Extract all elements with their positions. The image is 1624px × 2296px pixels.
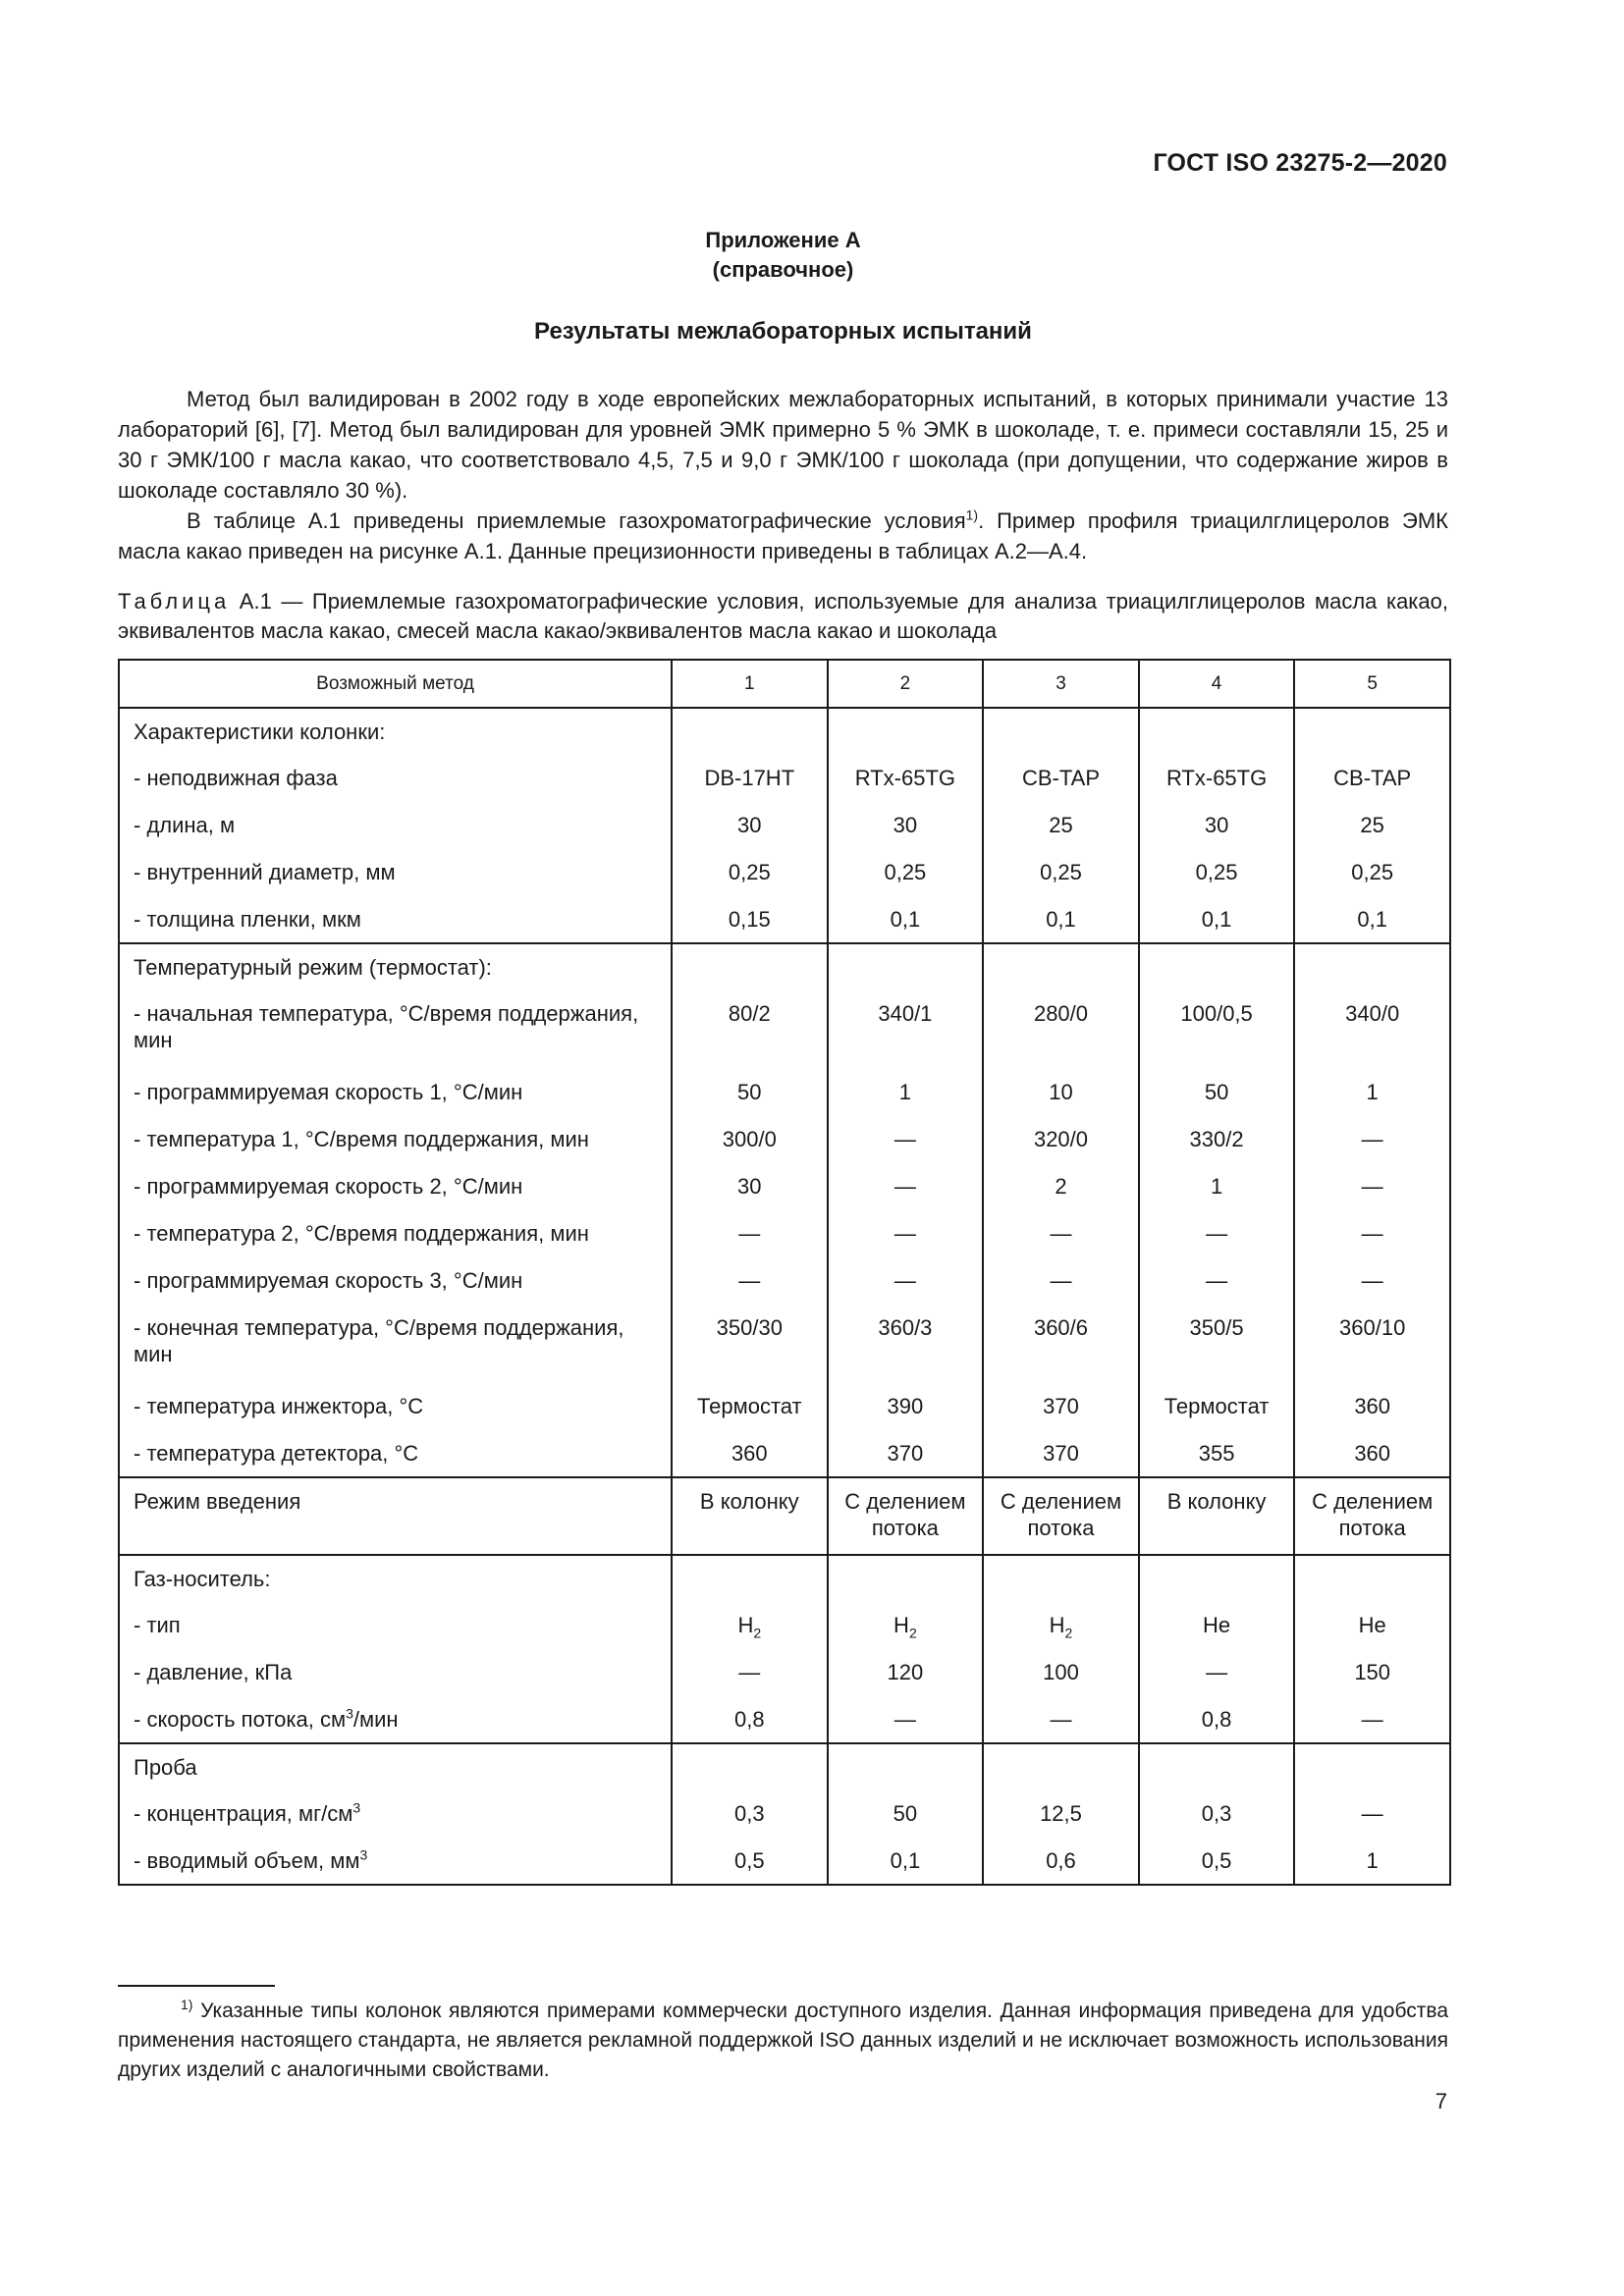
cell: 0,1 bbox=[1294, 896, 1450, 943]
cell: 340/0 bbox=[1294, 990, 1450, 1069]
row-label: Режим введения bbox=[119, 1477, 672, 1555]
row-label: - температура 1, °С/время поддержания, мин bbox=[119, 1116, 672, 1163]
cell: 30 bbox=[828, 802, 984, 849]
row-label: - неподвижная фаза bbox=[119, 755, 672, 802]
cell: CB-TAP bbox=[983, 755, 1139, 802]
table-row bbox=[119, 755, 1450, 802]
cell: 340/1 bbox=[828, 990, 984, 1069]
formula-h: H bbox=[893, 1613, 909, 1637]
cell: — bbox=[672, 1210, 828, 1257]
cell: 2 bbox=[983, 1163, 1139, 1210]
table-row bbox=[119, 896, 1450, 943]
cell: 0,25 bbox=[983, 849, 1139, 896]
cell: CB-TAP bbox=[1294, 755, 1450, 802]
header-cell: Возможный метод bbox=[119, 660, 672, 708]
cell: 0,1 bbox=[828, 896, 984, 943]
cell: — bbox=[983, 1696, 1139, 1743]
cell: — bbox=[1139, 1649, 1295, 1696]
annex-heading bbox=[118, 226, 1448, 285]
row-label: - внутренний диаметр, мм bbox=[119, 849, 672, 896]
cell bbox=[828, 1602, 984, 1649]
cell: 0,6 bbox=[983, 1838, 1139, 1885]
table-row bbox=[119, 1430, 1450, 1477]
table-row bbox=[119, 1163, 1450, 1210]
cell: — bbox=[828, 1257, 984, 1305]
cell: — bbox=[672, 1257, 828, 1305]
cell: — bbox=[1294, 1257, 1450, 1305]
header-cell: 4 bbox=[1139, 660, 1295, 708]
table-row bbox=[119, 1790, 1450, 1838]
cell: 100 bbox=[983, 1649, 1139, 1696]
page-number: 7 bbox=[1435, 2089, 1447, 2113]
intro-p2-text-cont: . Пример профиля триацилглицеролов ЭМК масла какао приведен на рисунке А.1. Данные прецизионности приведены в таблицах А.2—А.4. bbox=[118, 508, 1448, 563]
cell: 12,5 bbox=[983, 1790, 1139, 1838]
section-title: Результаты межлабораторных испытаний bbox=[534, 318, 1032, 345]
cell: 370 bbox=[983, 1430, 1139, 1477]
footnote-text: Указанные типы колонок являются примерами коммерчески доступного изделия. Данная информация приведена для удобства применения настоящего стандарта, не является рекламной поддержкой ISO данных изделий и не исключает возможность использования других изделий с аналогичными свойствами. bbox=[118, 2000, 1448, 2081]
cell: 0,3 bbox=[1139, 1790, 1295, 1838]
cell: — bbox=[1294, 1116, 1450, 1163]
row-label: - программируемая скорость 1, °С/мин bbox=[119, 1069, 672, 1116]
group-title: Температурный режим (термостат): bbox=[119, 943, 672, 990]
formula-h: H bbox=[1049, 1613, 1065, 1637]
cell: — bbox=[828, 1210, 984, 1257]
table-row bbox=[119, 1069, 1450, 1116]
cell: DB-17HT bbox=[672, 755, 828, 802]
cell: 360 bbox=[672, 1430, 828, 1477]
gc-conditions-table bbox=[118, 659, 1451, 1886]
formula-subscript: 2 bbox=[753, 1625, 762, 1641]
cell: 0,1 bbox=[828, 1838, 984, 1885]
cell: — bbox=[1139, 1257, 1295, 1305]
row-label: - программируемая скорость 3, °С/мин bbox=[119, 1257, 672, 1305]
intro-paragraph-2 bbox=[118, 506, 1448, 566]
cell: 30 bbox=[1139, 802, 1295, 849]
cell: С делением потока bbox=[983, 1477, 1139, 1555]
row-label: - начальная температура, °С/время поддержания, мин bbox=[119, 990, 672, 1069]
table-row bbox=[119, 1383, 1450, 1430]
cell: 120 bbox=[828, 1649, 984, 1696]
table-row bbox=[119, 708, 1450, 755]
row-label: - скорость потока, $см^3$/мин bbox=[119, 1696, 672, 1743]
row-label: - концентрация, $мг/см^3$ bbox=[119, 1790, 672, 1838]
table-row bbox=[119, 1555, 1450, 1602]
cell: 10 bbox=[983, 1069, 1139, 1116]
table-row bbox=[119, 1743, 1450, 1790]
cell: 0,25 bbox=[828, 849, 984, 896]
cell: 355 bbox=[1139, 1430, 1295, 1477]
cell: 50 bbox=[828, 1790, 984, 1838]
cell: 370 bbox=[828, 1430, 984, 1477]
header-cell: 3 bbox=[983, 660, 1139, 708]
header-cell: 5 bbox=[1294, 660, 1450, 708]
cell: 1 bbox=[1139, 1163, 1295, 1210]
document-code: ГОСТ ISO 23275-2—2020 bbox=[1153, 149, 1447, 177]
group-title: Газ-носитель: bbox=[119, 1555, 672, 1602]
formula-subscript: 2 bbox=[1064, 1625, 1073, 1641]
cell: 280/0 bbox=[983, 990, 1139, 1069]
row-label: - температура детектора, °С bbox=[119, 1430, 672, 1477]
cell: 300/0 bbox=[672, 1116, 828, 1163]
cell: 350/5 bbox=[1139, 1305, 1295, 1383]
table-row bbox=[119, 1602, 1450, 1649]
table-caption-label: Таблица bbox=[118, 589, 231, 614]
cell: Термостат bbox=[1139, 1383, 1295, 1430]
table-caption-text: А.1 — Приемлемые газохроматографические условия, используемые для анализа триацилглицеролов масла какао, эквивалентов масла какао, смесей масла какао/эквивалентов масла какао и шоколада bbox=[118, 589, 1448, 643]
cell: 100/0,5 bbox=[1139, 990, 1295, 1069]
cell: 370 bbox=[983, 1383, 1139, 1430]
cell: 50 bbox=[672, 1069, 828, 1116]
annex-title: Приложение А bbox=[705, 228, 861, 252]
cell: RTx-65TG bbox=[828, 755, 984, 802]
cell: С делением потока bbox=[1294, 1477, 1450, 1555]
cell: 330/2 bbox=[1139, 1116, 1295, 1163]
row-label: - программируемая скорость 2, °С/мин bbox=[119, 1163, 672, 1210]
cell: Термостат bbox=[672, 1383, 828, 1430]
cell: 0,5 bbox=[1139, 1838, 1295, 1885]
cell: — bbox=[1294, 1163, 1450, 1210]
group-title: Характеристики колонки: bbox=[119, 708, 672, 755]
cell bbox=[983, 1602, 1139, 1649]
footnote-divider bbox=[118, 1985, 275, 1987]
table-row bbox=[119, 1116, 1450, 1163]
cell: 360 bbox=[1294, 1383, 1450, 1430]
cell: 0,8 bbox=[1139, 1696, 1295, 1743]
cell: RTx-65TG bbox=[1139, 755, 1295, 802]
row-label: - температура инжектора, °С bbox=[119, 1383, 672, 1430]
table-row bbox=[119, 943, 1450, 990]
intro-p2-text: В таблице А.1 приведены приемлемые газохроматографические условия bbox=[187, 508, 966, 533]
cell: 1 bbox=[1294, 1069, 1450, 1116]
cell: 0,1 bbox=[983, 896, 1139, 943]
header-cell: 1 bbox=[672, 660, 828, 708]
cell: 360/3 bbox=[828, 1305, 984, 1383]
intro-paragraph-1: Метод был валидирован в 2002 году в ходе европейских межлабораторных испытаний, в которых принимали участие 13 лабораторий [6], [7]. Метод был валидирован для уровней ЭМК примерно 5 % ЭМК в шоколаде, т. е. примеси составляли 15, 25 и 30 г ЭМК/100 г масла какао, что соответствовало 4,5, 7,5 и 9,0 г ЭМК/100 г шоколада (при допущении, что содержание жиров в шоколаде составляло 30 %). bbox=[118, 387, 1448, 503]
formula-subscript: 2 bbox=[908, 1625, 917, 1641]
cell: 25 bbox=[983, 802, 1139, 849]
cell: He bbox=[1139, 1602, 1295, 1649]
cell: — bbox=[1294, 1210, 1450, 1257]
annex-type: (справочное) bbox=[712, 257, 854, 282]
cell: — bbox=[1294, 1696, 1450, 1743]
table-row bbox=[119, 1838, 1450, 1885]
cell: 360 bbox=[1294, 1430, 1450, 1477]
cell: 0,25 bbox=[1294, 849, 1450, 896]
cell: 0,25 bbox=[672, 849, 828, 896]
cell: 50 bbox=[1139, 1069, 1295, 1116]
cell: 390 bbox=[828, 1383, 984, 1430]
table-row bbox=[119, 1257, 1450, 1305]
row-label: - тип bbox=[119, 1602, 672, 1649]
table-row bbox=[119, 990, 1450, 1069]
footnote bbox=[118, 1997, 1448, 2085]
table-row bbox=[119, 1305, 1450, 1383]
cell: 0,8 bbox=[672, 1696, 828, 1743]
cell: 80/2 bbox=[672, 990, 828, 1069]
row-label: - конечная температура, °С/время поддержания, мин bbox=[119, 1305, 672, 1383]
cell: — bbox=[983, 1257, 1139, 1305]
footnote-reference[interactable]: 1) bbox=[965, 507, 979, 523]
cell bbox=[672, 1602, 828, 1649]
cell: — bbox=[828, 1696, 984, 1743]
row-label: - температура 2, °С/время поддержания, мин bbox=[119, 1210, 672, 1257]
cell: С делением потока bbox=[828, 1477, 984, 1555]
table-row bbox=[119, 849, 1450, 896]
group-title: Проба bbox=[119, 1743, 672, 1790]
table-row bbox=[119, 1649, 1450, 1696]
row-label: - вводимый объем, $мм^3$ bbox=[119, 1838, 672, 1885]
cell: 30 bbox=[672, 802, 828, 849]
cell: 1 bbox=[828, 1069, 984, 1116]
cell: 1 bbox=[1294, 1838, 1450, 1885]
table-row bbox=[119, 1210, 1450, 1257]
cell: 360/6 bbox=[983, 1305, 1139, 1383]
cell: — bbox=[672, 1649, 828, 1696]
cell: 150 bbox=[1294, 1649, 1450, 1696]
cell: 25 bbox=[1294, 802, 1450, 849]
cell: 360/10 bbox=[1294, 1305, 1450, 1383]
cell: 0,5 bbox=[672, 1838, 828, 1885]
table-row bbox=[119, 1696, 1450, 1743]
intro-text bbox=[118, 384, 1448, 566]
cell: В колонку bbox=[672, 1477, 828, 1555]
row-label: - длина, м bbox=[119, 802, 672, 849]
cell: — bbox=[1294, 1790, 1450, 1838]
cell: 30 bbox=[672, 1163, 828, 1210]
formula-h: H bbox=[737, 1613, 754, 1637]
cell: — bbox=[983, 1210, 1139, 1257]
cell: — bbox=[828, 1163, 984, 1210]
row-label: - толщина пленки, мкм bbox=[119, 896, 672, 943]
cell: В колонку bbox=[1139, 1477, 1295, 1555]
footnote-mark: 1) bbox=[181, 1997, 193, 2012]
cell: 320/0 bbox=[983, 1116, 1139, 1163]
table-header-row bbox=[119, 660, 1450, 708]
cell: 0,1 bbox=[1139, 896, 1295, 943]
cell: 350/30 bbox=[672, 1305, 828, 1383]
cell: — bbox=[1139, 1210, 1295, 1257]
cell: 0,3 bbox=[672, 1790, 828, 1838]
table-row bbox=[119, 1477, 1450, 1555]
table-row bbox=[119, 802, 1450, 849]
row-label: - давление, кПа bbox=[119, 1649, 672, 1696]
cell: 0,15 bbox=[672, 896, 828, 943]
cell: He bbox=[1294, 1602, 1450, 1649]
table-caption bbox=[118, 587, 1448, 646]
cell: 0,25 bbox=[1139, 849, 1295, 896]
header-cell: 2 bbox=[828, 660, 984, 708]
cell: — bbox=[828, 1116, 984, 1163]
